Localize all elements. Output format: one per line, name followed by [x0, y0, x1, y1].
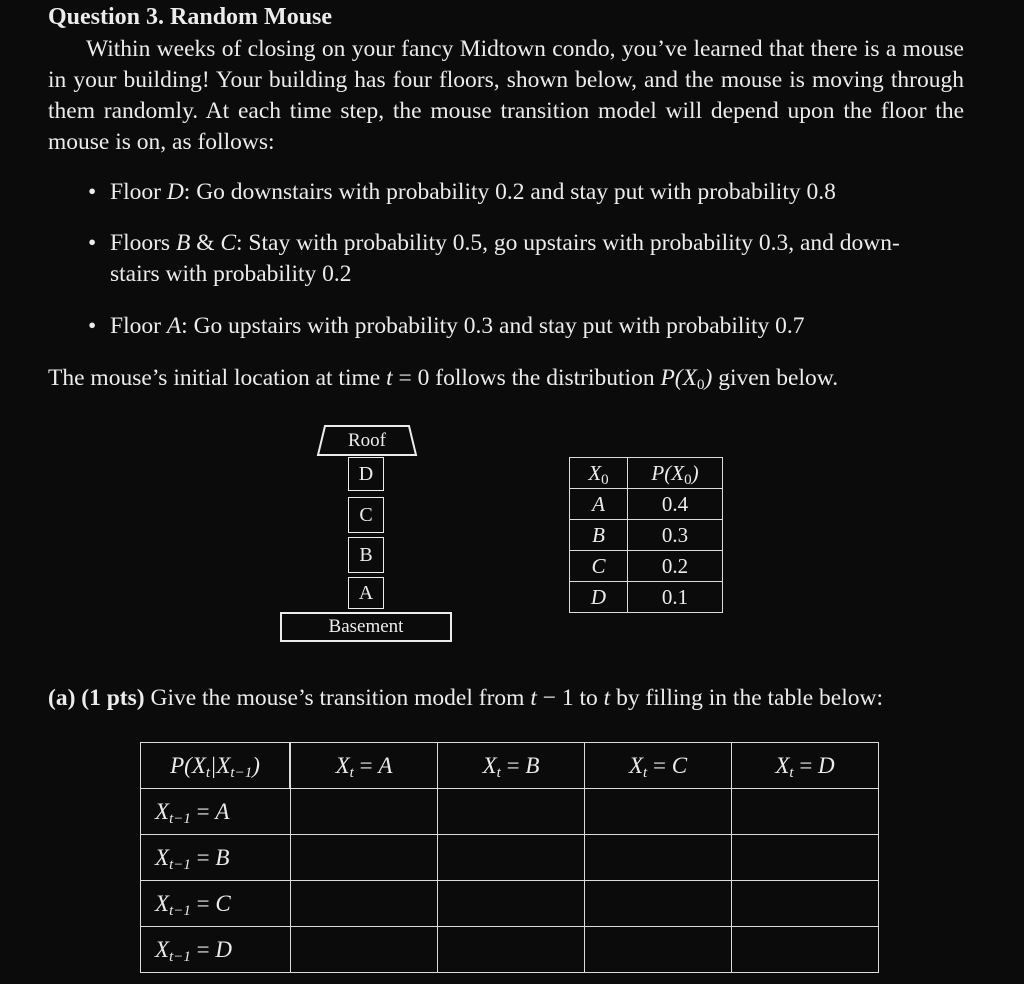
- col-state: C: [671, 752, 688, 778]
- initial-dist-sub: 0: [697, 377, 705, 393]
- part-a-label: (a) (1 pts): [48, 685, 145, 711]
- transition-row-b: [141, 835, 879, 881]
- col-state: A: [378, 752, 393, 778]
- col-prefix: X: [335, 752, 350, 778]
- floor-a: A: [348, 577, 384, 609]
- initial-distribution-sentence: [48, 363, 838, 394]
- transition-cell-d-c[interactable]: [585, 927, 732, 973]
- prior-prob: 0.1: [628, 582, 723, 613]
- bullet-floors-bc: [88, 228, 900, 259]
- row-prefix: X: [155, 798, 170, 824]
- intro-paragraph: Within weeks of closing on your fancy Midtown condo, you’ve learned that there is a mouse in your building! Your building has four floors, shown below, and the mouse is moving through them randomly. At each time step, the mouse transition model will depend upon the floor the mouse is on, as follows:: [48, 36, 964, 155]
- transition-cell-b-c[interactable]: [585, 835, 732, 881]
- row-eq: =: [190, 844, 216, 870]
- transition-table: [140, 742, 879, 973]
- prior-header-prob-sub: 0: [684, 471, 692, 488]
- part-a-text-pre: Give the mouse’s transition model from: [144, 685, 531, 711]
- row-header-c: [141, 881, 291, 927]
- initial-dist: P(X: [660, 365, 697, 391]
- row-sub: t−1: [169, 902, 191, 919]
- transition-cell-b-d[interactable]: [732, 835, 879, 881]
- bullet-floor-2: C: [220, 230, 237, 256]
- prior-row: [570, 520, 723, 551]
- row-state: D: [215, 936, 232, 962]
- col-eq: =: [353, 752, 379, 778]
- prior-state: C: [570, 551, 628, 582]
- transition-cell-d-a[interactable]: [290, 927, 438, 973]
- part-a-t1: t: [530, 685, 537, 711]
- initial-text-eq: = 0 follows the distribution: [392, 365, 661, 391]
- transition-cell-c-a[interactable]: [290, 881, 438, 927]
- initial-text-post: given below.: [712, 365, 839, 391]
- transition-corner: [141, 743, 291, 789]
- transition-cell-a-b[interactable]: [438, 789, 585, 835]
- prior-header-row: [570, 458, 723, 489]
- row-sub: t−1: [169, 948, 191, 965]
- bullet-prefix: Floor: [110, 313, 167, 339]
- transition-row-d: [141, 927, 879, 973]
- row-state: C: [215, 890, 231, 916]
- bullet-floors-bc-continuation: stairs with probability 0.2: [110, 261, 352, 287]
- bullet-prefix: Floor: [110, 179, 167, 205]
- transition-cell-a-a[interactable]: [290, 789, 438, 835]
- col-eq: =: [793, 752, 819, 778]
- bullet-text: : Go downstairs with probability 0.2 and stay put with probability 0.8: [183, 179, 836, 205]
- bullet-text: : Stay with probability 0.5, go upstairs with probability 0.3, and down-: [236, 230, 900, 256]
- prior-row: [570, 551, 723, 582]
- prior-state: A: [570, 489, 628, 520]
- corner-bar: |X: [210, 752, 231, 778]
- initial-time-var: t: [386, 365, 393, 391]
- floor-c: C: [348, 497, 384, 533]
- part-a-minus: − 1 to: [536, 685, 604, 711]
- transition-cell-d-b[interactable]: [438, 927, 585, 973]
- col-prefix: X: [775, 752, 790, 778]
- row-eq: =: [190, 798, 216, 824]
- prior-row: [570, 489, 723, 520]
- bullet-dot: •: [88, 313, 97, 339]
- transition-row-a: [141, 789, 879, 835]
- row-sub: t−1: [169, 856, 191, 873]
- part-a-t2: t: [603, 685, 611, 711]
- transition-cell-b-b[interactable]: [438, 835, 585, 881]
- transition-cell-c-d[interactable]: [732, 881, 879, 927]
- row-state: B: [215, 844, 230, 870]
- row-state: A: [215, 798, 230, 824]
- prior-prob: 0.3: [628, 520, 723, 551]
- col-header-b: [438, 743, 585, 789]
- question-title: Question 3. Random Mouse: [48, 4, 333, 30]
- initial-text-pre: The mouse’s initial location at time: [48, 365, 387, 391]
- col-sub: t: [643, 764, 648, 781]
- col-state: B: [525, 752, 540, 778]
- prior-header-prob-close: ): [691, 460, 699, 485]
- part-a-prompt: [48, 683, 883, 714]
- initial-dist-close: ): [704, 365, 713, 391]
- transition-cell-a-d[interactable]: [732, 789, 879, 835]
- corner-sub2: t−1: [230, 764, 253, 781]
- corner-close: ): [252, 752, 260, 778]
- prior-prob: 0.2: [628, 551, 723, 582]
- bullet-floor: D: [166, 179, 184, 205]
- row-header-b: [141, 835, 291, 881]
- row-prefix: X: [155, 936, 170, 962]
- col-eq: =: [647, 752, 672, 778]
- prior-header-var-text: X: [588, 460, 602, 485]
- prior-distribution-table: [569, 457, 723, 613]
- col-header-a: [290, 743, 438, 789]
- basement-label: Basement: [280, 612, 452, 642]
- transition-cell-d-d[interactable]: [732, 927, 879, 973]
- transition-cell-c-b[interactable]: [438, 881, 585, 927]
- col-state: D: [818, 752, 835, 778]
- bullet-floor: A: [166, 313, 182, 339]
- prior-header-var-sub: 0: [601, 471, 609, 488]
- row-header-d: [141, 927, 291, 973]
- part-a-text-post: by filling in the table below:: [610, 685, 883, 711]
- prior-prob: 0.4: [628, 489, 723, 520]
- row-prefix: X: [155, 890, 170, 916]
- floor-d: D: [348, 457, 384, 491]
- prior-header-var: [570, 458, 628, 489]
- bullet-prefix: Floors: [110, 230, 176, 256]
- bullet-floor-d: [88, 177, 836, 208]
- transition-header-row: [141, 743, 879, 789]
- transition-row-c: [141, 881, 879, 927]
- bullet-dot: •: [88, 230, 97, 256]
- bullet-amp: &: [190, 230, 221, 256]
- transition-cell-c-c[interactable]: [585, 881, 732, 927]
- col-sub: t: [789, 764, 794, 781]
- prior-state: B: [570, 520, 628, 551]
- roof-label: Roof: [348, 430, 386, 451]
- prior-state: D: [570, 582, 628, 613]
- bullet-text: : Go upstairs with probability 0.3 and stay put with probability 0.7: [181, 313, 805, 339]
- corner-sub1: t: [205, 764, 211, 781]
- col-prefix: X: [482, 752, 497, 778]
- prior-row: [570, 582, 723, 613]
- transition-cell-a-c[interactable]: [585, 789, 732, 835]
- row-eq: =: [190, 890, 216, 916]
- bullet-floor-a: [88, 311, 805, 342]
- corner-text: P(X: [170, 752, 206, 778]
- col-sub: t: [496, 764, 501, 781]
- prior-header-prob: [628, 458, 723, 489]
- bullet-dot: •: [88, 179, 97, 205]
- floor-b: B: [348, 537, 384, 573]
- transition-cell-b-a[interactable]: [290, 835, 438, 881]
- bullet-floor: B: [175, 230, 191, 256]
- row-eq: =: [190, 936, 216, 962]
- row-sub: t−1: [169, 810, 191, 827]
- col-sub: t: [349, 764, 354, 781]
- col-header-c: [585, 743, 732, 789]
- col-prefix: X: [628, 752, 644, 778]
- row-header-a: [141, 789, 291, 835]
- row-prefix: X: [155, 844, 170, 870]
- prior-header-prob-text: P(X: [651, 460, 685, 485]
- col-header-d: [732, 743, 879, 789]
- col-eq: =: [500, 752, 526, 778]
